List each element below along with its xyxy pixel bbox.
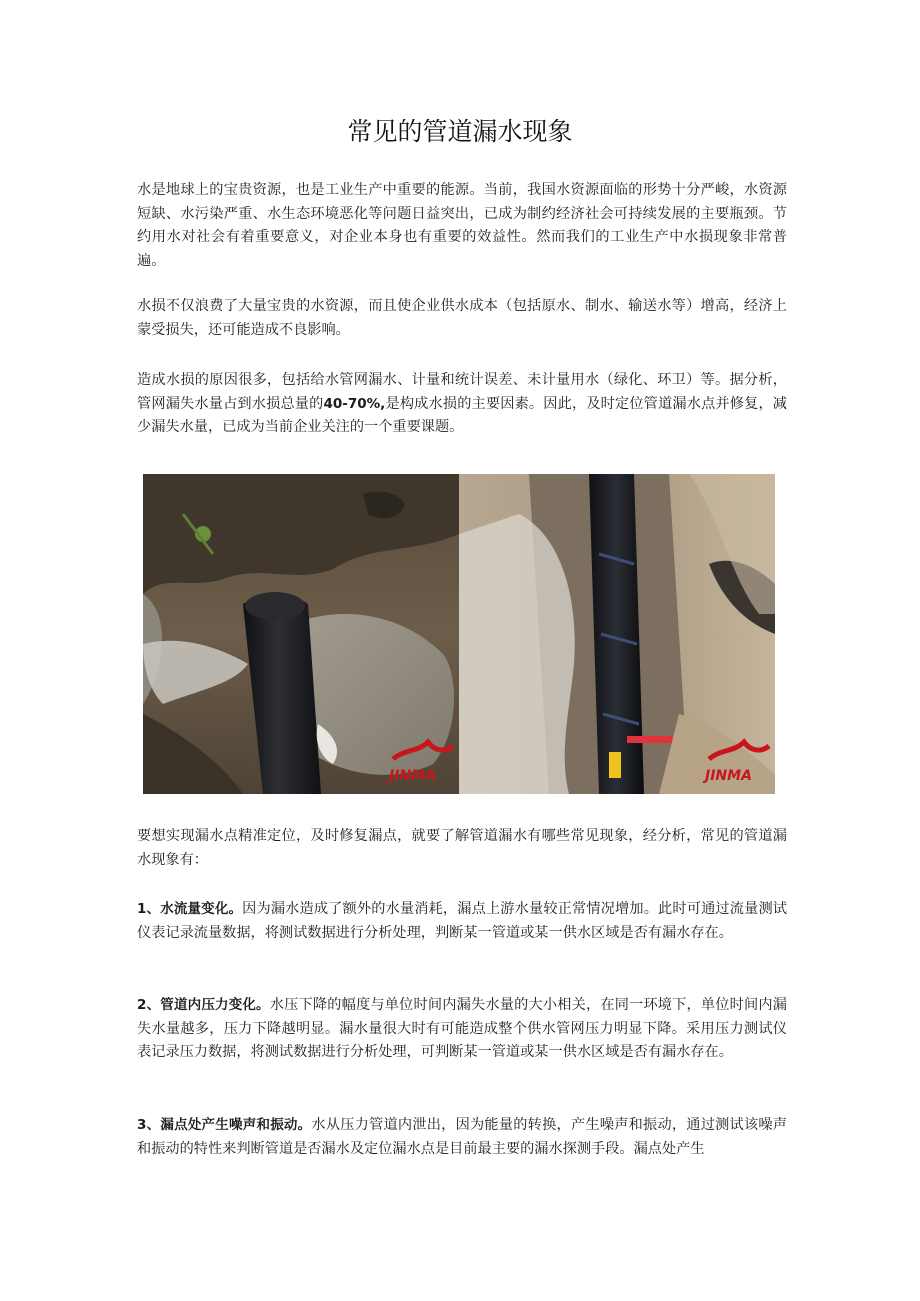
p3-bold-percentage: 40-70%, xyxy=(323,395,386,412)
item3-heading: 3、漏点处产生噪声和振动。 xyxy=(137,1117,312,1133)
item1-text: 因为漏水造成了额外的水量消耗，漏点上游水量较正常情况增加。此时可通过流量测试仪表记录流量数据，将测试数据进行分析处理，判断某一管道或某一供水区域是否有漏水存在。 xyxy=(137,901,787,941)
paragraph-common-phenomena-intro: 要想实现漏水点精准定位，及时修复漏点，就要了解管道漏水有哪些常见现象，经分析，常见的管道漏水现象有： xyxy=(137,828,787,868)
watermark-right-text: JINMA xyxy=(705,768,752,784)
watermark-left-text: JINMA xyxy=(389,768,436,784)
list-item-noise-vibration xyxy=(137,1114,787,1161)
list-item-flow-change xyxy=(137,898,787,945)
p3-text-before: 造成水损的原因很多，包括给水管网漏水、计量和统计误差、未计量用水（绿化、环卫）等。据分析，管网漏失水量占到水损总量的 xyxy=(137,372,787,412)
photo-left-leaking-pipe xyxy=(143,474,459,794)
photo-right-leaking-pipe xyxy=(459,474,775,794)
paragraph-water-loss-impact: 水损不仅浪费了大量宝贵的水资源，而且使企业供水成本（包括原水、制水、输送水等）增高，经济上蒙受损失，还可能造成不良影响。 xyxy=(137,298,787,338)
paragraph-intro: 水是地球上的宝贵资源，也是工业生产中重要的能源。当前，我国水资源面临的形势十分严峻，水资源短缺、水污染严重、水生态环境恶化等问题日益突出，已成为制约经济社会可持续发展的主要瓶颈。节约用水对社会有着重要意义，对企业本身也有重要的效益性。然而我们的工业生产中水损现象非常普遍。 xyxy=(137,182,787,269)
paragraph-water-loss-causes xyxy=(137,369,787,440)
document-title: 常见的管道漏水现象 xyxy=(347,117,573,146)
item2-heading: 2、管道内压力变化。 xyxy=(137,997,270,1013)
list-item-pressure-change xyxy=(137,994,787,1065)
leak-photos xyxy=(143,474,775,794)
p3-text-after: 是构成水损的主要因素。因此，及时定位管道漏水点并修复，减少漏失水量，已成为当前企业关注的一个重要课题。 xyxy=(137,395,787,435)
item2-text: 水压下降的幅度与单位时间内漏失水量的大小相关，在同一环境下，单位时间内漏失水量越多，压力下降越明显。漏水量很大时有可能造成整个供水管网压力明显下降。采用压力测试仪表记录压力数据，将测试数据进行分析处理，可判断某一管道或某一供水区域是否有漏水存在。 xyxy=(137,997,787,1060)
item1-heading: 1、水流量变化。 xyxy=(137,901,243,917)
item3-text: 水从压力管道内泄出，因为能量的转换，产生噪声和振动，通过测试该噪声和振动的特性来判断管道是否漏水及定位漏水点是目前最主要的漏水探测手段。漏点处产生 xyxy=(137,1117,787,1157)
